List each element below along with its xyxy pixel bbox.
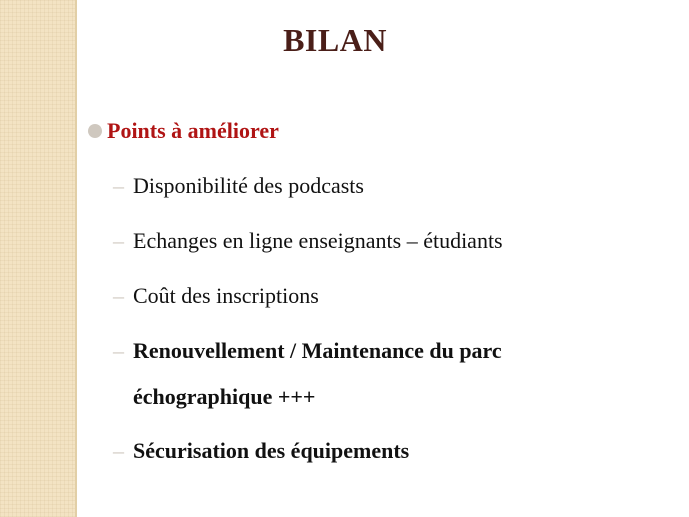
list-item: [113, 171, 364, 201]
dash-icon: –: [113, 438, 124, 463]
list-item: [113, 226, 503, 256]
list-item: [113, 281, 319, 311]
list-item-continuation: échographique +++: [133, 384, 316, 409]
bullet-dot-icon: [88, 124, 102, 138]
dash-icon: –: [113, 283, 124, 308]
list-item-text: Renouvellement / Maintenance du parc: [133, 338, 502, 363]
slide-title: BILAN: [283, 22, 387, 58]
list-item-text: Disponibilité des podcasts: [133, 173, 364, 198]
dash-icon: –: [113, 173, 124, 198]
list-item-text: Coût des inscriptions: [133, 283, 319, 308]
dash-icon: –: [113, 338, 124, 363]
list-item-text: Echanges en ligne enseignants – étudiants: [133, 228, 503, 253]
list-item-text: Sécurisation des équipements: [133, 438, 410, 463]
list-item: [113, 436, 409, 466]
decorative-side-band: [0, 0, 77, 517]
section-heading: Points à améliorer: [107, 118, 279, 143]
section-heading-row: [88, 117, 279, 145]
list-item: [113, 336, 502, 366]
dash-icon: –: [113, 228, 124, 253]
